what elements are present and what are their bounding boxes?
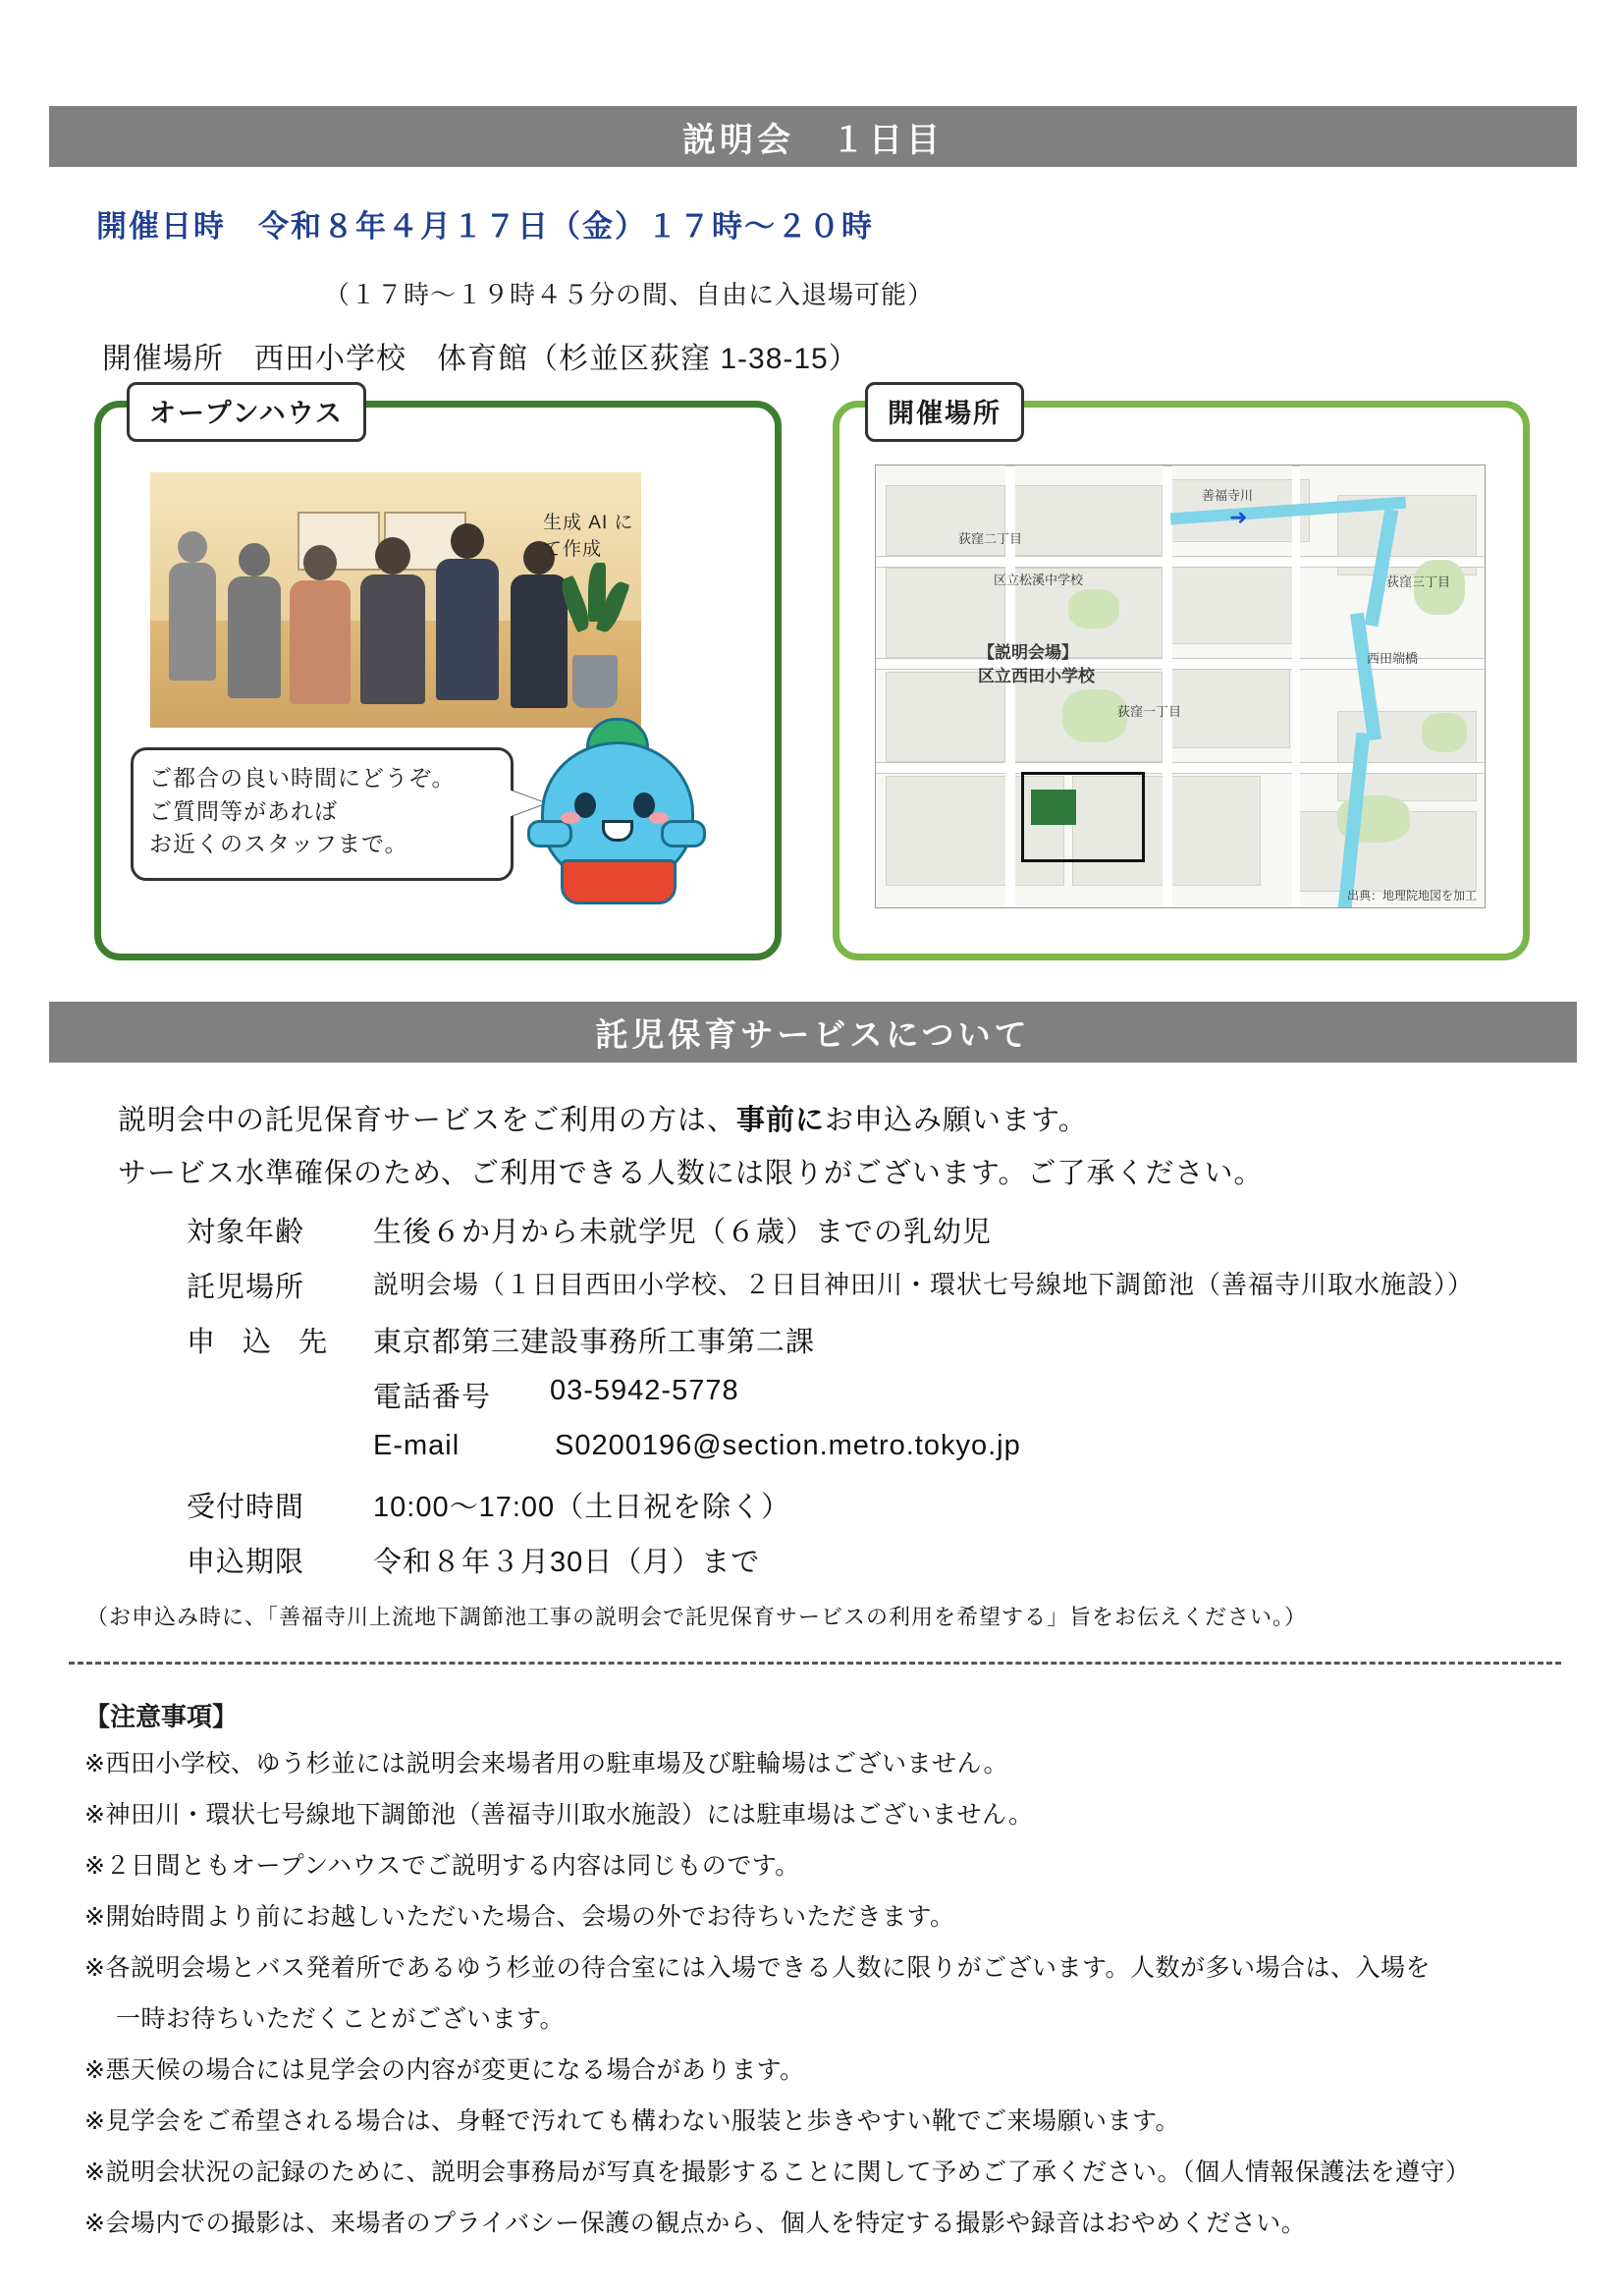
section-header-childcare: 託児保育サービスについて (49, 1002, 1577, 1063)
event-datetime: 開催日時 令和８年４月１７日（金）１７時～２０時 (96, 209, 874, 244)
childcare-deadline-label: 申込期限 (187, 1547, 305, 1578)
illustration-person (510, 541, 568, 722)
note-item: ※開始時間より前にお越しいただいた場合、会場の外でお待ちいただきます。 (84, 1903, 955, 1931)
openhouse-panel-tag: オープンハウス (127, 382, 366, 442)
map-panel-tag: 開催場所 (865, 382, 1024, 442)
map-label-river: 善福寺川 (1202, 488, 1254, 503)
childcare-intro-1a: 説明会中の託児保育サービスをご利用の方は、 (118, 1105, 737, 1136)
speech-bubble (131, 747, 514, 881)
note-item: ※西田小学校、ゆう杉並には説明会来場者用の駐車場及び駐輪場はございません。 (84, 1750, 1008, 1777)
childcare-tel-label: 電話番号 (373, 1382, 492, 1413)
map-label-venue-name: 区立西田小学校 (978, 667, 1095, 685)
childcare-intro-line-2: サービス水準確保のため、ご利用できる人数には限りがございます。ご了承ください。 (118, 1158, 1264, 1189)
openhouse-panel (94, 401, 782, 960)
childcare-row-label-age: 対象年齢 (187, 1217, 305, 1248)
dashed-divider (69, 1662, 1561, 1665)
childcare-row-value-age: 生後６か月から未就学児（６歳）までの乳幼児 (373, 1217, 993, 1248)
note-item: ※悪天候の場合には見学会の内容が変更になる場合があります。 (84, 2056, 805, 2084)
note-item: ※２日間ともオープンハウスでご説明する内容は同じものです。 (84, 1852, 800, 1880)
speech-bubble-line: お近くのスタッフまで。 (149, 831, 408, 857)
childcare-tel-value: 03-5942-5778 (550, 1375, 739, 1406)
event-datetime-note: （１７時～１９時４５分の間、自由に入退場可能） (324, 280, 935, 309)
childcare-row-value-apply: 東京都第三建設事務所工事第二課 (373, 1327, 816, 1358)
note-item: ※見学会をご希望される場合は、身軽で汚れても構わない服装と歩きやすい靴でご来場願います。 (84, 2107, 1180, 2135)
childcare-intro-line-1 (118, 1098, 1088, 1138)
section-header-day1: 説明会 １日目 (49, 106, 1577, 167)
childcare-apply-note: （お申込み時に、「善福寺川上流地下調節池工事の説明会で託児保育サービスの利用を希望する」旨をお伝えください。） (86, 1605, 1308, 1629)
mascot-character (523, 702, 710, 913)
note-item: ※説明会状況の記録のために、説明会事務局が写真を撮影することに関して予めご了承ください。（個人情報保護法を遵守） (84, 2159, 1471, 2186)
childcare-email-label: E-mail (373, 1430, 460, 1461)
event-place: 開催場所 西田小学校 体育館（杉並区荻窪 1-38-15） (102, 343, 859, 375)
childcare-intro-1c: お申込み願います。 (825, 1105, 1088, 1136)
speech-bubble-line: ご質問等があれば (149, 797, 338, 824)
childcare-row-label-apply: 申 込 先 (187, 1327, 338, 1358)
venue-marker-fill (1031, 790, 1076, 825)
illustration-person (290, 545, 351, 722)
childcare-email-value: S0200196@section.metro.tokyo.jp (555, 1430, 1021, 1461)
illustration-person (360, 537, 425, 718)
childcare-intro-1b: 事前に (736, 1105, 826, 1136)
illustration-person-staff (435, 523, 500, 716)
note-item: ※会場内での撮影は、来場者のプライバシー保護の観点から、個人を特定する撮影や録音はおやめください。 (84, 2210, 1307, 2237)
childcare-row-value-location: 説明会場（１日目西田小学校、２日目神田川・環状七号線地下調節池（善福寺川取水施設）） (373, 1270, 1475, 1299)
childcare-deadline-value: 令和８年３月30日（月）まで (373, 1547, 761, 1578)
map-label-ogikubo3: 荻窪三丁目 (1386, 574, 1451, 589)
childcare-hours-label: 受付時間 (187, 1492, 305, 1523)
note-item: 一時お待ちいただくことがございます。 (116, 2005, 566, 2033)
illustration-person (227, 543, 282, 720)
note-item: ※神田川・環状七号線地下調節池（善福寺川取水施設）には駐車場はございません。 (84, 1801, 1034, 1829)
map-label-ogikubo1: 荻窪一丁目 (1117, 704, 1182, 719)
map-label-venue-head: 【説明会場】 (978, 643, 1078, 662)
note-item: ※各説明会場とバス発着所であるゆう杉並の待合室には入場できる人数に限りがございます。人数が多い場合は、入場を (84, 1954, 1431, 1982)
map-label-bridge: 西田端橋 (1367, 651, 1419, 666)
map-label-junior-high: 区立松溪中学校 (994, 573, 1084, 587)
notes-title: 【注意事項】 (84, 1702, 239, 1731)
river-arrow-icon: ➜ (1229, 505, 1248, 529)
ai-generated-note: 生成 AI にて作成 (543, 513, 634, 560)
map-label-ogikubo2: 荻窪二丁目 (958, 531, 1023, 546)
venue-map (875, 465, 1486, 908)
illustration-person (168, 531, 217, 708)
map-panel (833, 401, 1530, 960)
openhouse-illustration (150, 472, 641, 728)
map-source-note: 出典：地理院地図を加工 (1346, 889, 1477, 902)
childcare-row-label-location: 託児場所 (187, 1272, 305, 1303)
speech-bubble-line: ご都合の良い時間にどうぞ。 (149, 765, 456, 791)
childcare-hours-value: 10:00～17:00（土日祝を除く） (373, 1492, 791, 1523)
